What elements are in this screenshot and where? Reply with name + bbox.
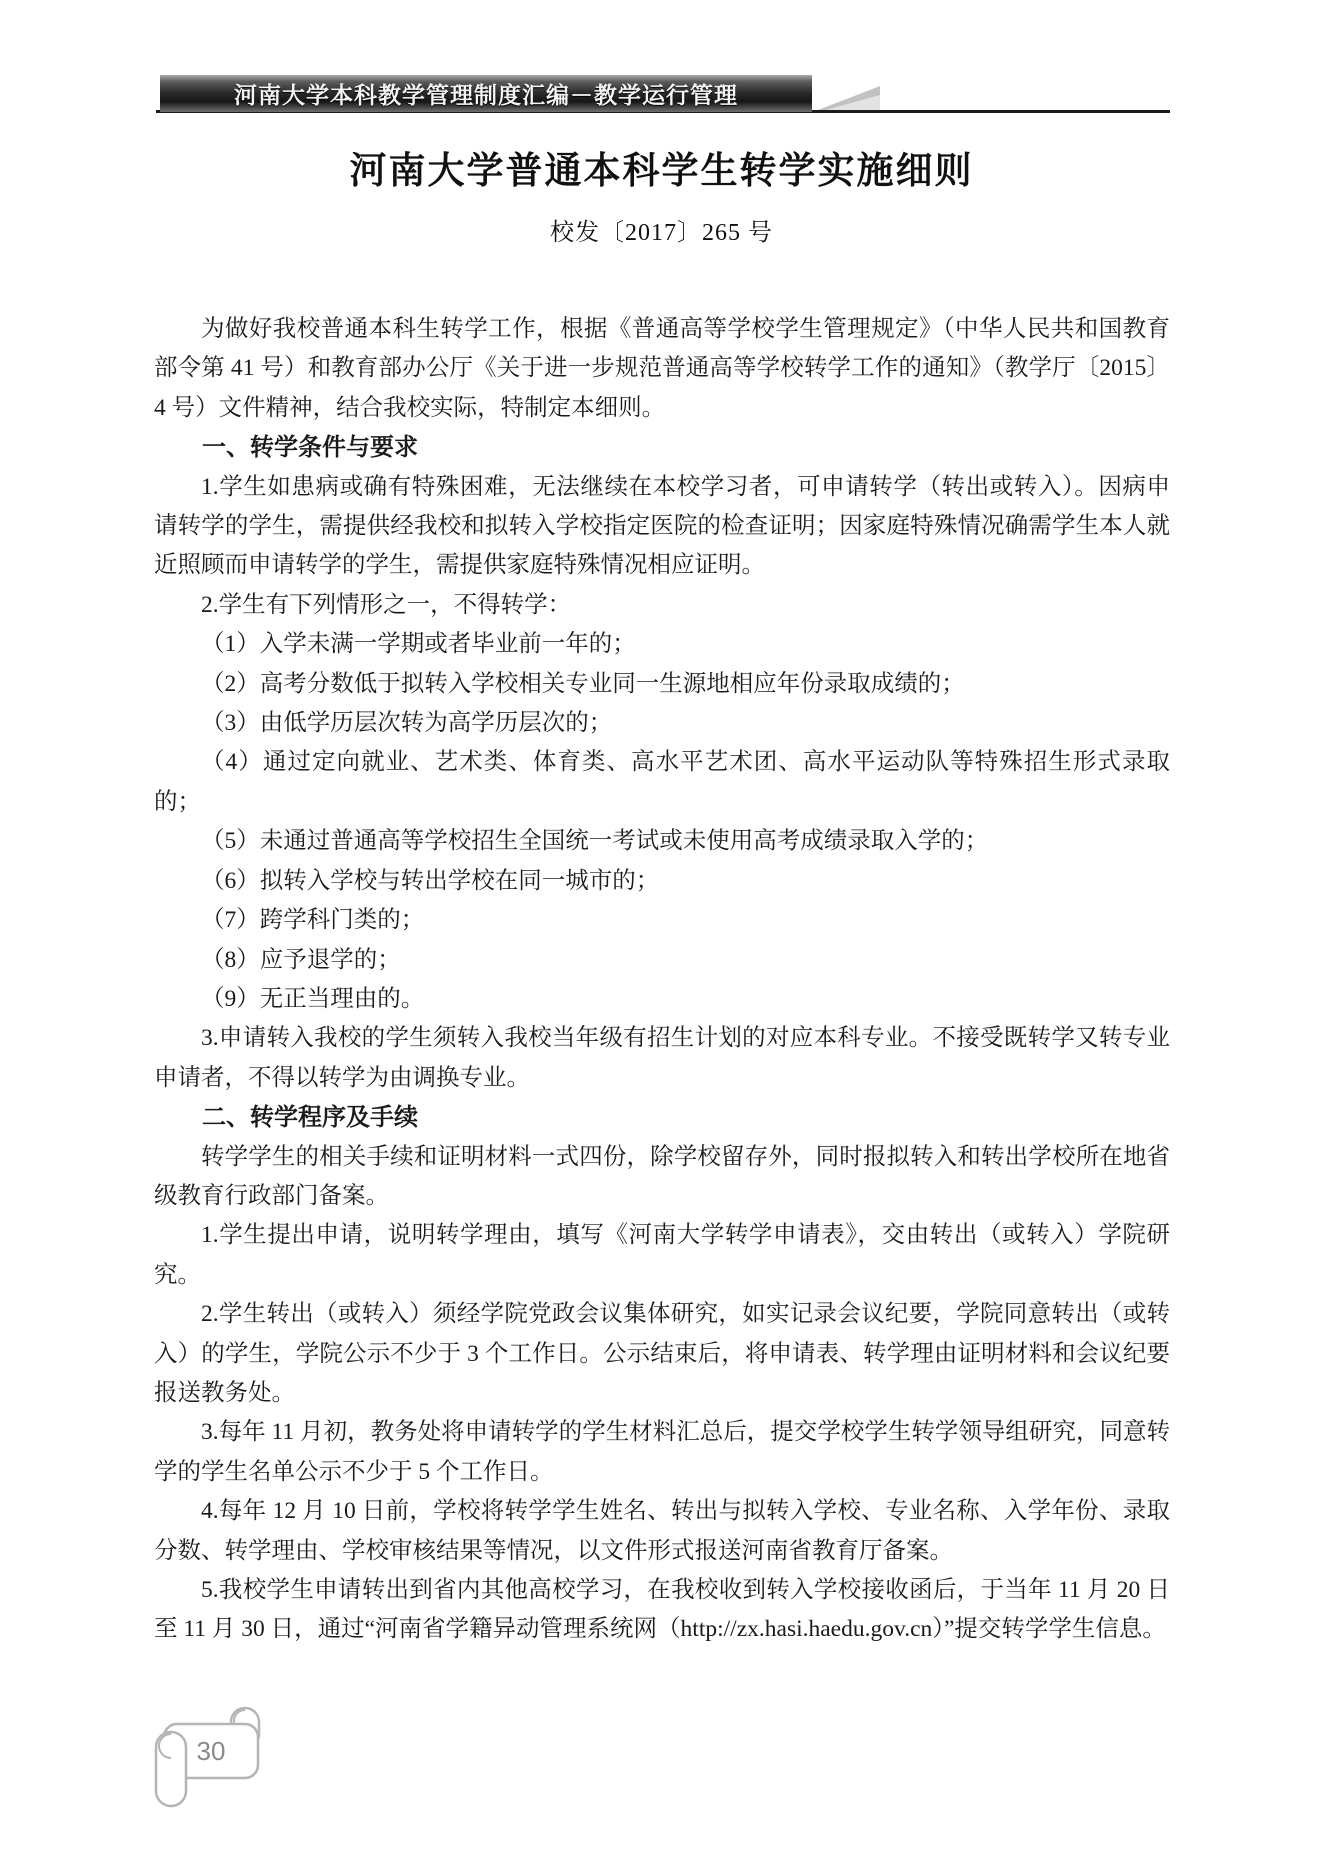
document-number: 校发〔2017〕265 号 xyxy=(550,220,773,246)
list-item: （3）由低学历层次转为高学历层次的； xyxy=(201,710,613,737)
list-item: （5）未通过普通高等学校招生全国统一考试或未使用高考成绩录取入学的； xyxy=(201,828,989,855)
paragraph: 1.学生如患病或确有特殊困难，无法继续在本校学习者，可申请转学（转出或转入）。因病申请转学的学生，需提供经我校和拟转入学校指定医院的检查证明；因家庭特殊情况确需学生本人就近照顾而申请转学的学生，需提供家庭特殊情况相应证明。 xyxy=(154,473,1170,579)
header-banner-title: 河南大学本科教学管理制度汇编－教学运行管理 xyxy=(234,82,738,108)
list-item: （9）无正当理由的。 xyxy=(201,985,425,1012)
paragraph: 2.学生转出（或转入）须经学院党政会议集体研究，如实记录会议纪要，学院同意转出（或转入）的学生，学院公示不少于 3 个工作日。公示结束后，将申请表、转学理由证明材料和会议纪要报送教务处。 xyxy=(154,1301,1170,1406)
paragraph: 5.我校学生申请转出到省内其他高校学习，在我校收到转入学校接收函后，于当年 11 月 20 日至 11 月 30 日，通过“河南省学籍异动管理系统网（http://zx.hasi.haedu.gov.cn）”提交转学学生信息。 xyxy=(154,1577,1170,1643)
page-number: 30 xyxy=(196,1736,226,1766)
page-title: 河南大学普通本科学生转学实施细则 xyxy=(349,150,974,191)
section-heading-2: 二、转学程序及手续 xyxy=(202,1104,418,1132)
scroll-banner-icon xyxy=(148,1700,280,1825)
paragraph-intro: 为做好我校普通本科生转学工作，根据《普通高等学校学生管理规定》（中华人民共和国教育部令第 41 号）和教育部办公厅《关于进一步规范普通高等学校转学工作的通知》（教学厅〔2015〕4 号）文件精神，结合我校实际，特制定本细则。 xyxy=(154,316,1170,421)
paragraph: 转学学生的相关手续和证明材料一式四份，除学校留存外，同时报拟转入和转出学校所在地省级教育行政部门备案。 xyxy=(154,1143,1170,1209)
header-banner xyxy=(160,75,812,112)
list-item: （4）通过定向就业、艺术类、体育类、高水平艺术团、高水平运动队等特殊招生形式录取的； xyxy=(154,749,1170,815)
list-item: （6）拟转入学校与转出学校在同一城市的； xyxy=(201,867,660,894)
list-item: （7）跨学科门类的； xyxy=(201,907,425,934)
paragraph: 3.每年 11 月初，教务处将申请转学的学生材料汇总后，提交学校学生转学领导组研究，同意转学的学生名单公示不少于 5 个工作日。 xyxy=(154,1419,1170,1485)
list-item: （8）应予退学的； xyxy=(201,946,401,973)
paragraph: 1.学生提出申请，说明转学理由，填写《河南大学转学申请表》，交由转出（或转入）学院研究。 xyxy=(154,1222,1170,1288)
page-number-badge xyxy=(148,1700,280,1825)
paragraph: 2.学生有下列情形之一，不得转学： xyxy=(201,591,572,618)
paragraph: 3.申请转入我校的学生须转入我校当年级有招生计划的对应本科专业。不接受既转学又转专业申请者，不得以转学为由调换专业。 xyxy=(154,1025,1170,1091)
list-item: （1）入学未满一学期或者毕业前一年的； xyxy=(201,631,636,658)
section-heading-1: 一、转学条件与要求 xyxy=(202,434,418,462)
paragraph: 4.每年 12 月 10 日前，学校将转学学生姓名、转出与拟转入学校、专业名称、入学年份、录取分数、转学理由、学校审核结果等情况，以文件形式报送河南省教育厅备案。 xyxy=(154,1498,1170,1564)
list-item: （2）高考分数低于拟转入学校相关专业同一生源地相应年份录取成绩的； xyxy=(201,670,965,697)
header-flag-icon xyxy=(818,84,880,114)
document-body xyxy=(154,310,1170,1650)
